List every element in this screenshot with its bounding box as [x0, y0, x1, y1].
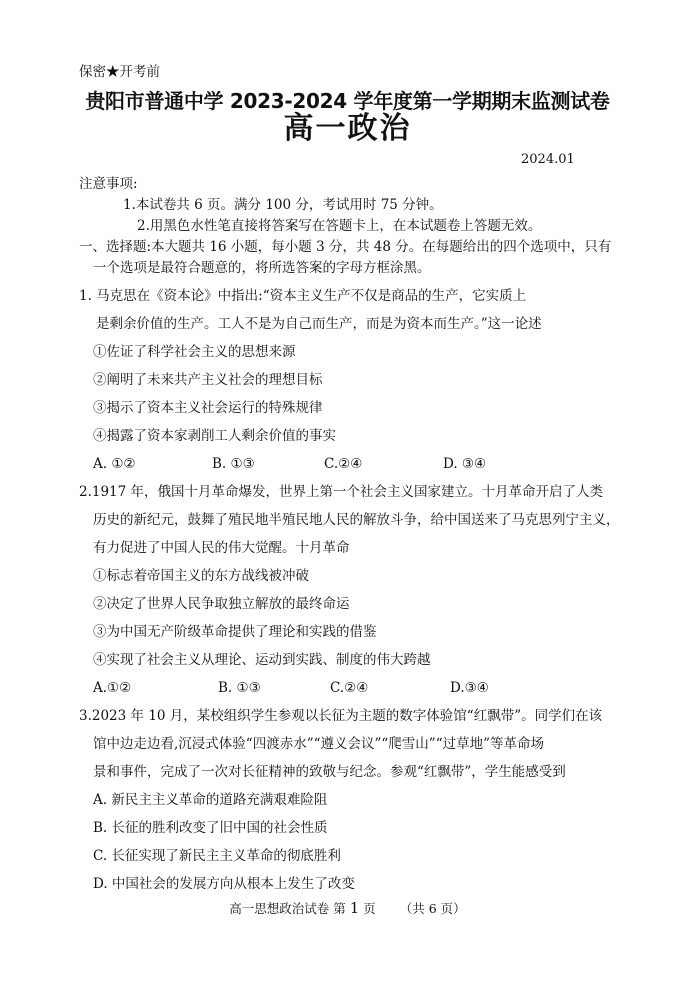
note-item: 2.用黑色水性笔直接将答案写在答题卡上，在本试题卷上答题无效。 — [137, 218, 542, 234]
q1-options — [0, 455, 695, 473]
footer-page-suffix: 页 — [359, 901, 376, 916]
notes-heading: 注意事项: — [79, 176, 138, 192]
q1-item: ④揭露了资本家剥削工人剩余价值的事实 — [93, 428, 336, 444]
q2-item: ①标志着帝国主义的东方战线被冲破 — [93, 568, 309, 584]
footer-total-pages: （共 6 页） — [399, 901, 466, 916]
q1-stem: 是剩余价值的生产。工人不是为自己而生产，而是为资本而生产。”这一论述 — [96, 316, 542, 332]
q2-option-c: C.②④ — [330, 680, 369, 696]
q1-item: ①佐证了科学社会主义的思想来源 — [93, 344, 296, 360]
q3-option-a: A. 新民主主义革命的道路充满艰难险阻 — [93, 792, 328, 808]
exam-title: 贵阳市普通中学 2023-2024 学年度第一学期期末监测试卷 — [85, 89, 610, 113]
q1-stem: 1. 马克思在《资本论》中指出:“资本主义生产不仅是商品的生产，它实质上 — [79, 288, 527, 304]
q2-item: ④实现了社会主义从理论、运动到实践、制度的伟大跨越 — [93, 652, 431, 668]
q1-option-c: C.②④ — [324, 456, 363, 472]
q3-stem: 3.2023 年 10 月，某校组织学生参观以长征为主题的数字体验馆“红飘带”。同学们在该 — [79, 708, 603, 724]
section-instruction: 一个选项是最符合题意的，将所选答案的字母方框涂黑。 — [93, 260, 431, 276]
q1-item: ③揭示了资本主义社会运行的特殊规律 — [93, 400, 323, 416]
q2-stem: 有力促进了中国人民的伟大觉醒。十月革命 — [93, 540, 350, 556]
subject-title: 高一政治 — [283, 111, 412, 146]
q2-option-b: B. ①③ — [218, 680, 261, 696]
exam-date: 2024.01 — [521, 152, 575, 167]
q1-option-a: A. ①② — [93, 456, 136, 472]
page-footer — [0, 899, 695, 918]
q3-option-c: C. 长征实现了新民主主义革命的彻底胜利 — [93, 848, 341, 864]
q2-stem: 2.1917 年，俄国十月革命爆发，世界上第一个社会主义国家建立。十月革命开启了人类 — [79, 484, 604, 500]
q3-stem: 馆中边走边看,沉浸式体验“四渡赤水”“遵义会议”“爬雪山”“过草地”等革命场 — [93, 736, 545, 752]
q3-option-b: B. 长征的胜利改变了旧中国的社会性质 — [93, 820, 328, 836]
q2-option-a: A.①② — [93, 680, 132, 696]
q2-item: ②决定了世界人民争取独立解放的最终命运 — [93, 596, 350, 612]
q2-options — [0, 679, 695, 697]
section-instruction: 一、选择题:本大题共 16 小题，每小题 3 分，共 48 分。在每题给出的四个选项中，只有 — [79, 239, 612, 255]
page-number: 1 — [349, 899, 360, 917]
q1-option-d: D. ③④ — [443, 456, 487, 472]
q2-option-d: D.③④ — [450, 680, 489, 696]
footer-label: 高一思想政治试卷 第 — [229, 901, 350, 916]
q3-option-d: D. 中国社会的发展方向从根本上发生了改变 — [93, 876, 355, 892]
confidential-mark: 保密★开考前 — [79, 64, 160, 80]
q1-option-b: B. ①③ — [212, 456, 255, 472]
q2-stem: 历史的新纪元，鼓舞了殖民地半殖民地人民的解放斗争，给中国送来了马克思列宁主义， — [93, 512, 620, 528]
q1-item: ②阐明了未来共产主义社会的理想目标 — [93, 372, 323, 388]
q3-stem: 景和事件，完成了一次对长征精神的致敬与纪念。参观“红飘带”，学生能感受到 — [93, 764, 566, 780]
q2-item: ③为中国无产阶级革命提供了理论和实践的借鉴 — [93, 624, 377, 640]
note-item: 1.本试卷共 6 页。满分 100 分，考试用时 75 分钟。 — [123, 197, 443, 213]
